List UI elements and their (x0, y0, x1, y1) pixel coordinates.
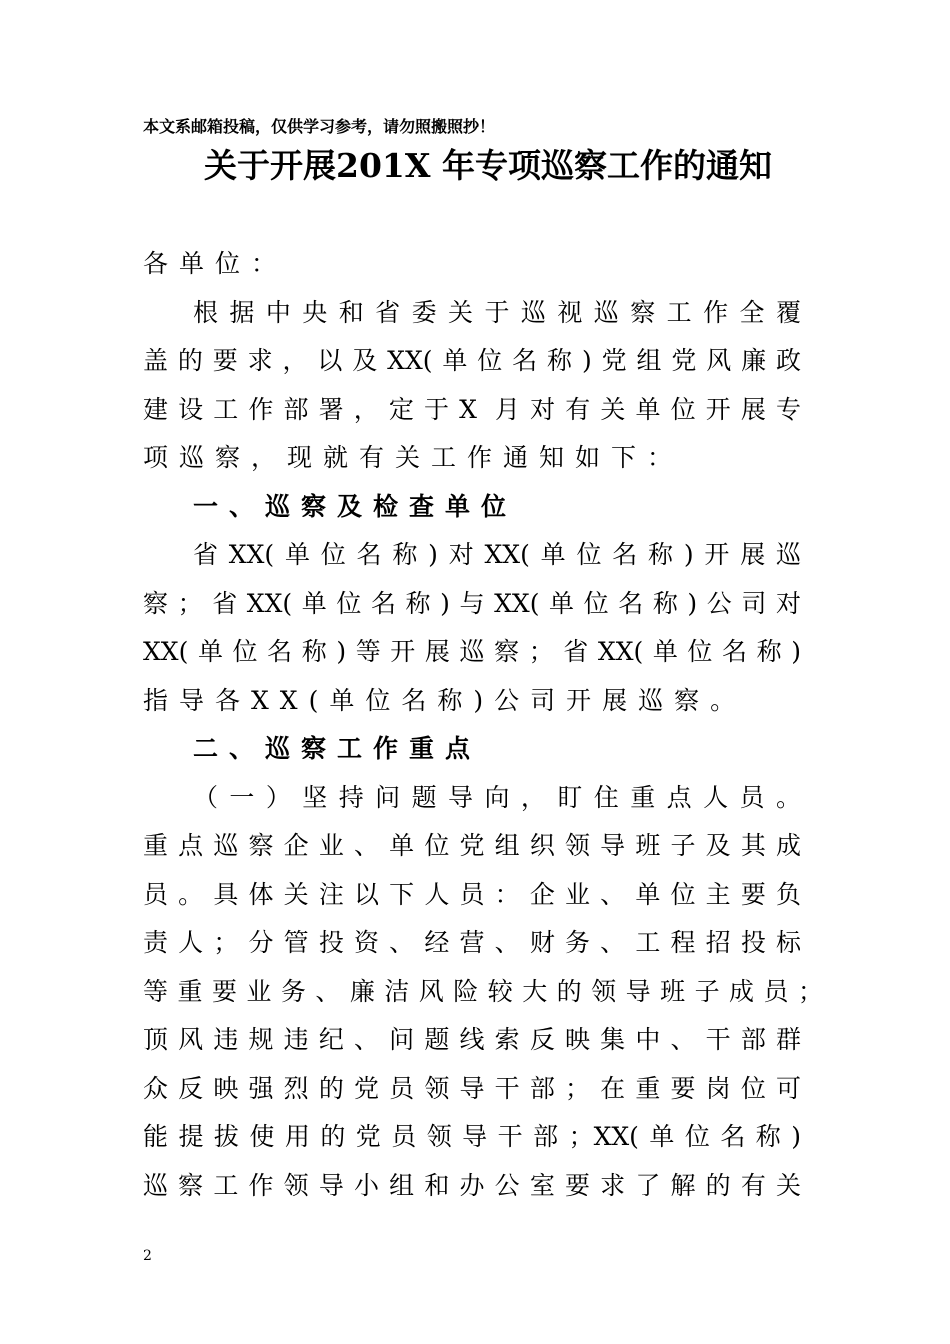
disclaimer-text: 本文系邮箱投稿，仅供学习参考，请勿照搬照抄！ (143, 117, 496, 136)
page-number: 2 (143, 1248, 152, 1264)
paragraph-line: 等重要业务、廉洁风险较大的领导班子成员； (143, 976, 823, 1006)
paragraph-line: 察；省XX(单位名称)与XX(单位名称)公司对 (143, 588, 801, 618)
paragraph-line: 项巡察，现就有关工作通知如下： (143, 443, 684, 472)
salutation: 各单位： (143, 249, 288, 278)
paragraph-line: 根据中央和省委关于巡视巡察工作全覆 (193, 297, 801, 327)
subsection-heading: （一）坚持问题导向，盯住重点人员。 (193, 782, 801, 812)
paragraph-line: XX(单位名称)等开展巡察；省XX(单位名称) (143, 637, 801, 666)
paragraph-line: 责人；分管投资、经营、财务、工程招投标 (143, 928, 801, 957)
paragraph-line: 建设工作部署，定于X 月对有关单位开展专 (143, 394, 801, 424)
section-heading-2: 二、巡察工作重点 (193, 734, 482, 763)
paragraph-line: 盖的要求，以及XX(单位名称)党组党风廉政 (143, 346, 801, 375)
paragraph-line: 指导各XX(单位名称)公司开展巡察。 (143, 685, 747, 715)
paragraph-line: 能提拔使用的党员领导干部；XX(单位名称) (143, 1122, 801, 1151)
document-title: 关于开展201X 年专项巡察工作的通知 (204, 146, 772, 185)
paragraph-line: 省XX(单位名称)对XX(单位名称)开展巡 (193, 540, 801, 569)
document-body (143, 240, 823, 1210)
section-heading-1: 一、巡察及检查单位 (193, 491, 518, 521)
paragraph-line: 顶风违规违纪、问题线索反映集中、干部群 (143, 1025, 801, 1054)
paragraph-line: 员。具体关注以下人员：企业、单位主要负 (143, 879, 801, 909)
paragraph-line: 众反映强烈的党员领导干部；在重要岗位可 (143, 1073, 801, 1103)
paragraph-line: 巡察工作领导小组和办公室要求了解的有关 (143, 1170, 801, 1200)
paragraph-line: 重点巡察企业、单位党组织领导班子及其成 (143, 831, 801, 860)
